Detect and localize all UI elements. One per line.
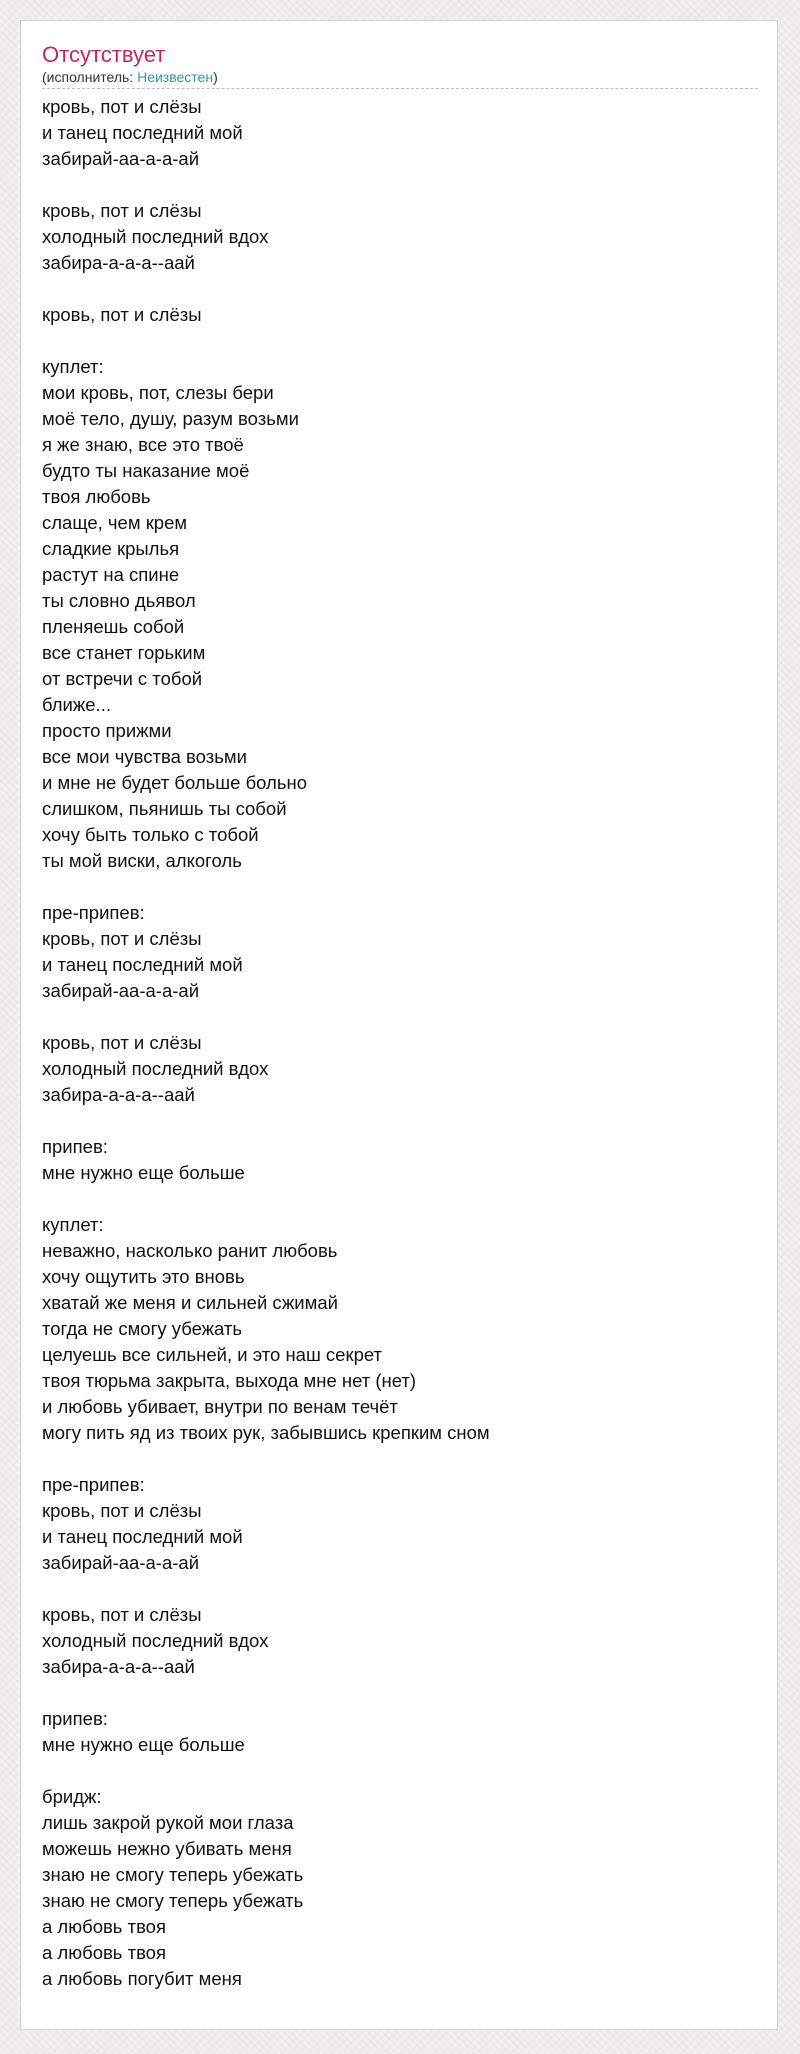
artist-prefix: (исполнитель: (42, 69, 138, 85)
lyric-line: забирай-аа-а-а-ай (42, 980, 200, 1001)
lyric-line: забира-а-а-а--аай (42, 1084, 195, 1105)
lyric-line: и танец последний мой (42, 954, 243, 975)
lyric-line: пленяешь собой (42, 616, 185, 637)
lyric-line: сладкие крылья (42, 538, 180, 559)
lyric-line: тогда не смогу убежать (42, 1318, 243, 1339)
lyric-line: холодный последний вдох (42, 226, 269, 247)
lyric-line: от встречи с тобой (42, 668, 203, 689)
stanza-gap (42, 1758, 756, 1784)
lyric-line: хочу ощутить это вновь (42, 1266, 245, 1287)
lyric-line: целуешь все сильней, и это наш секрет (42, 1344, 383, 1365)
lyric-line: знаю не смогу теперь убежать (42, 1890, 304, 1911)
stanza-gap (42, 874, 756, 900)
lyric-line: куплет: (42, 356, 104, 377)
lyric-line: слаще, чем крем (42, 512, 188, 533)
lyric-line: знаю не смогу теперь убежать (42, 1864, 304, 1885)
lyric-line: а любовь погубит меня (42, 1968, 242, 1989)
lyric-line: все мои чувства возьми (42, 746, 247, 767)
lyric-line: забира-а-а-а--аай (42, 252, 195, 273)
lyric-line: и танец последний мой (42, 1526, 243, 1547)
lyric-line: забирай-аа-а-а-ай (42, 1552, 200, 1573)
lyric-line: хватай же меня и сильней сжимай (42, 1292, 338, 1313)
lyric-line: кровь, пот и слёзы (42, 928, 202, 949)
lyric-line: лишь закрой рукой мои глаза (42, 1812, 294, 1833)
lyric-line: пре-припев: (42, 1474, 145, 1495)
lyrics-card (20, 20, 778, 2030)
lyric-line: куплет: (42, 1214, 104, 1235)
lyric-line: а любовь твоя (42, 1916, 166, 1937)
lyric-line: неважно, насколько ранит любовь (42, 1240, 338, 1261)
lyric-line: кровь, пот и слёзы (42, 1032, 202, 1053)
stanza-gap (42, 1186, 756, 1212)
artist-link[interactable]: Неизвестен (137, 69, 214, 85)
lyric-line: ближе... (42, 694, 111, 715)
song-title: Отсутствует (42, 42, 166, 67)
lyric-line: кровь, пот и слёзы (42, 96, 202, 117)
lyric-line: кровь, пот и слёзы (42, 1604, 202, 1625)
lyric-line: холодный последний вдох (42, 1058, 269, 1079)
lyric-line: моё тело, душу, разум возьми (42, 408, 299, 429)
lyrics-body (42, 94, 756, 1992)
lyric-line: слишком, пьянишь ты собой (42, 798, 287, 819)
lyric-line: припев: (42, 1136, 108, 1157)
lyric-line: забира-а-а-а--аай (42, 1656, 195, 1677)
lyric-line: и любовь убивает, внутри по венам течёт (42, 1396, 398, 1417)
lyric-line: холодный последний вдох (42, 1630, 269, 1651)
stanza-gap (42, 1004, 756, 1030)
lyric-line: кровь, пот и слёзы (42, 200, 202, 221)
lyric-line: забирай-аа-а-а-ай (42, 148, 200, 169)
lyric-line: хочу быть только с тобой (42, 824, 259, 845)
stanza-gap (42, 276, 756, 302)
stanza-gap (42, 328, 756, 354)
stanza-gap (42, 1576, 756, 1602)
artist-suffix: ) (213, 69, 218, 85)
lyric-line: ты мой виски, алкоголь (42, 850, 242, 871)
lyric-line: мне нужно еще больше (42, 1162, 245, 1183)
lyric-line: могу пить яд из твоих рук, забывшись крепким сном (42, 1422, 490, 1443)
lyric-line: и танец последний мой (42, 122, 243, 143)
lyric-line: растут на спине (42, 564, 180, 585)
lyric-line: я же знаю, все это твоё (42, 434, 244, 455)
lyric-line: твоя любовь (42, 486, 151, 507)
lyric-line: просто прижми (42, 720, 172, 741)
lyric-line: припев: (42, 1708, 108, 1729)
stanza-gap (42, 172, 756, 198)
lyric-line: кровь, пот и слёзы (42, 1500, 202, 1521)
lyric-line: а любовь твоя (42, 1942, 166, 1963)
lyric-line: твоя тюрьма закрыта, выхода мне нет (нет) (42, 1370, 417, 1391)
lyric-line: можешь нежно убивать меня (42, 1838, 292, 1859)
lyric-line: мои кровь, пот, слезы бери (42, 382, 274, 403)
lyric-line: и мне не будет больше больно (42, 772, 307, 793)
lyric-line: пре-припев: (42, 902, 145, 923)
stanza-gap (42, 1446, 756, 1472)
lyric-line: мне нужно еще больше (42, 1734, 245, 1755)
artist-line (42, 69, 758, 89)
stanza-gap (42, 1108, 756, 1134)
stanza-gap (42, 1680, 756, 1706)
lyric-line: все станет горьким (42, 642, 206, 663)
lyric-line: бридж: (42, 1786, 102, 1807)
lyric-line: ты словно дьявол (42, 590, 196, 611)
lyric-line: будто ты наказание моё (42, 460, 250, 481)
lyric-line: кровь, пот и слёзы (42, 304, 202, 325)
